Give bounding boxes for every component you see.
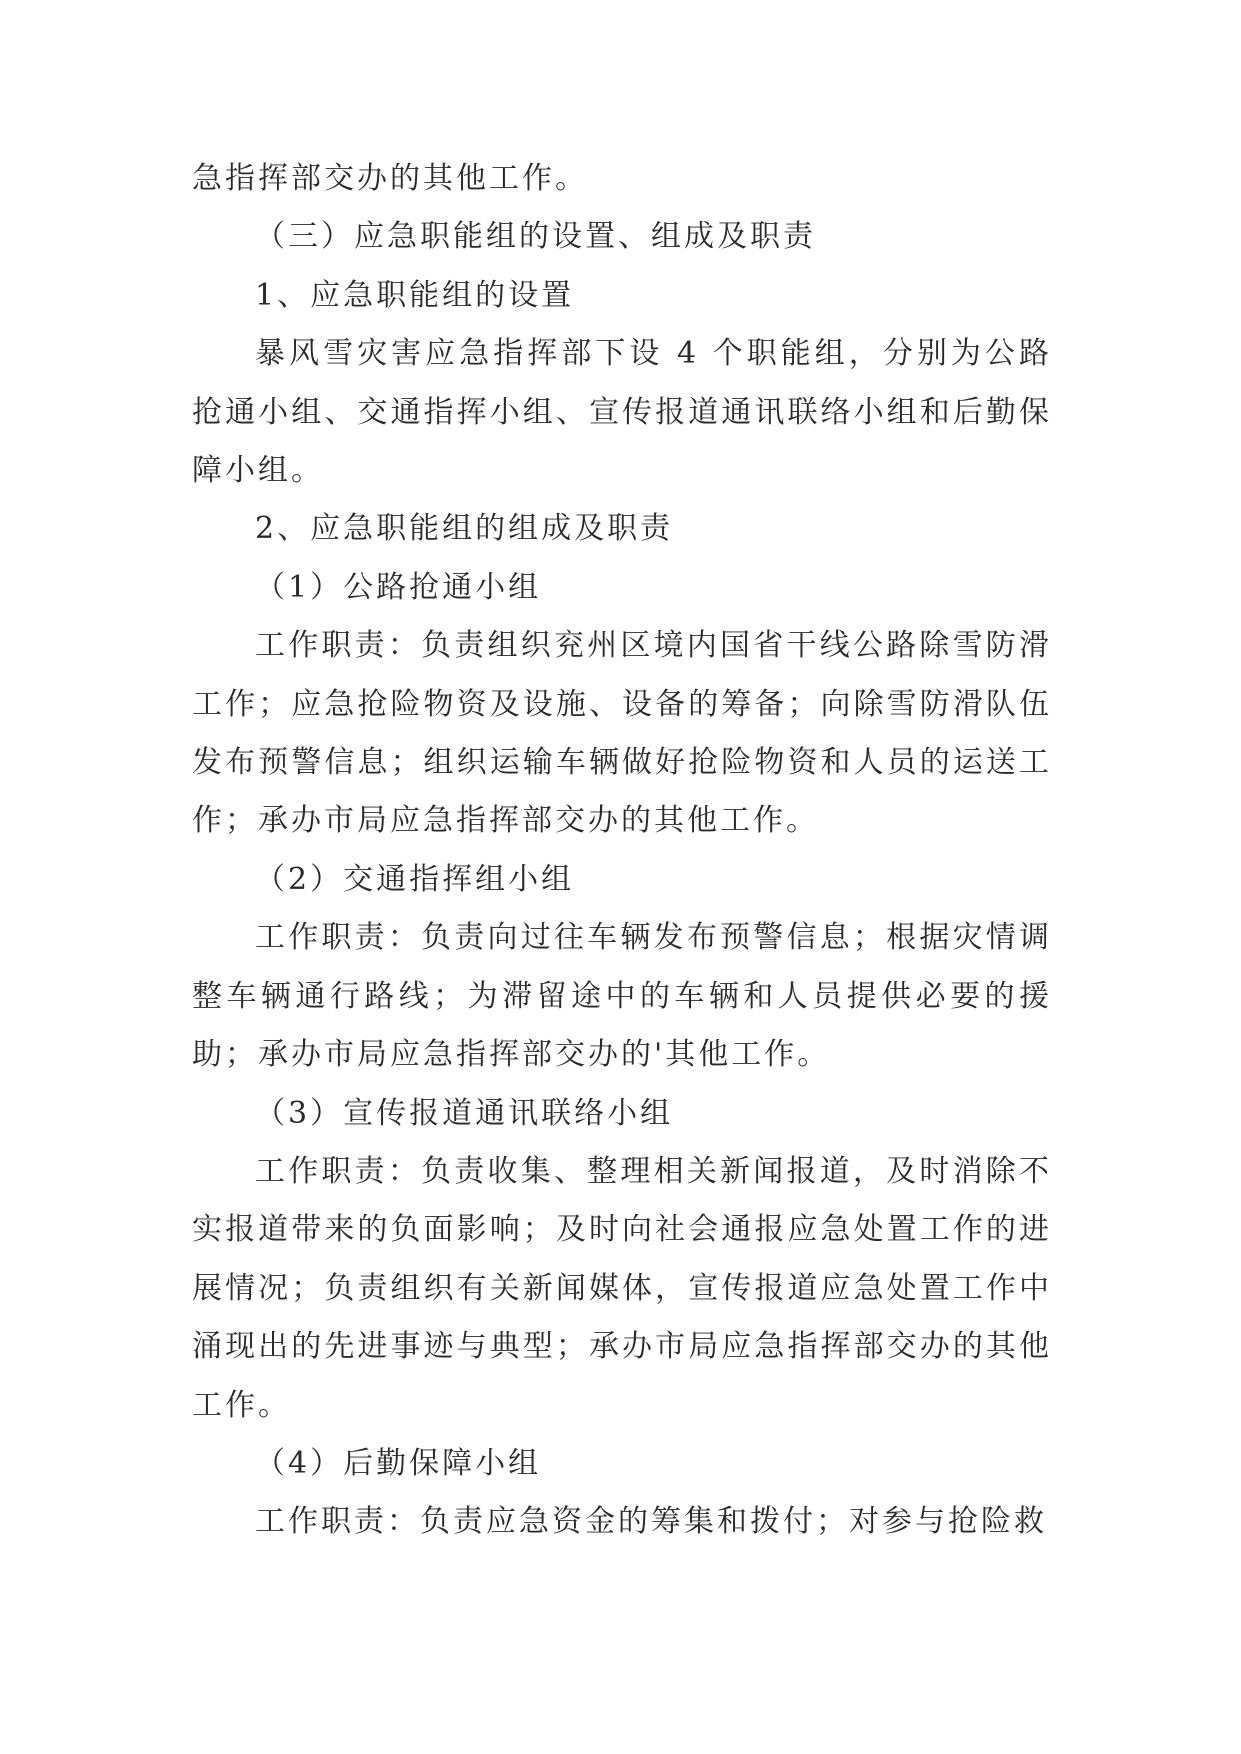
- paragraph-continuation: 急指挥部交办的其他工作。: [192, 161, 588, 196]
- group-heading-3: （3）宣传报道通讯联络小组: [255, 1095, 674, 1131]
- document-body: [192, 150, 1052, 1552]
- paragraph-group-4-duties: 工作职责：负责应急资金的筹集和拨付；对参与抢险救: [255, 1504, 1047, 1540]
- subsection-heading-2: 2、应急职能组的组成及职责: [255, 511, 674, 547]
- paragraph-group-2-duties: 工作职责：负责向过往车辆发布预警信息；根据灾情调整车辆通行路线；为滞留途中的车辆和人员提供必要的援助；承办市局应急指挥部交办的'其他工作。: [192, 920, 1052, 1073]
- group-heading-4: （4）后勤保障小组: [255, 1445, 542, 1481]
- group-heading-1: （1）公路抢通小组: [255, 569, 542, 605]
- paragraph-groups-setup: 暴风雪灾害应急指挥部下设 4 个职能组，分别为公路抢通小组、交通指挥小组、宣传报道通讯联络小组和后勤保障小组。: [192, 336, 1052, 489]
- paragraph-group-1-duties: 工作职责：负责组织兖州区境内国省干线公路除雪防滑工作；应急抢险物资及设施、设备的筹备；向除雪防滑队伍发布预警信息；组织运输车辆做好抢险物资和人员的运送工作；承办市局应急指挥部交办的其他工作。: [192, 628, 1052, 839]
- subsection-heading-1: 1、应急职能组的设置: [255, 277, 575, 313]
- group-heading-2: （2）交通指挥组小组: [255, 861, 575, 897]
- paragraph-group-3-duties: 工作职责：负责收集、整理相关新闻报道，及时消除不实报道带来的负面影响；及时向社会通报应急处置工作的进展情况；负责组织有关新闻媒体，宣传报道应急处置工作中涌现出的先进事迹与典型；承办市局应急指挥部交办的其他工作。: [192, 1153, 1052, 1423]
- section-heading-3: （三）应急职能组的设置、组成及职责: [255, 219, 816, 255]
